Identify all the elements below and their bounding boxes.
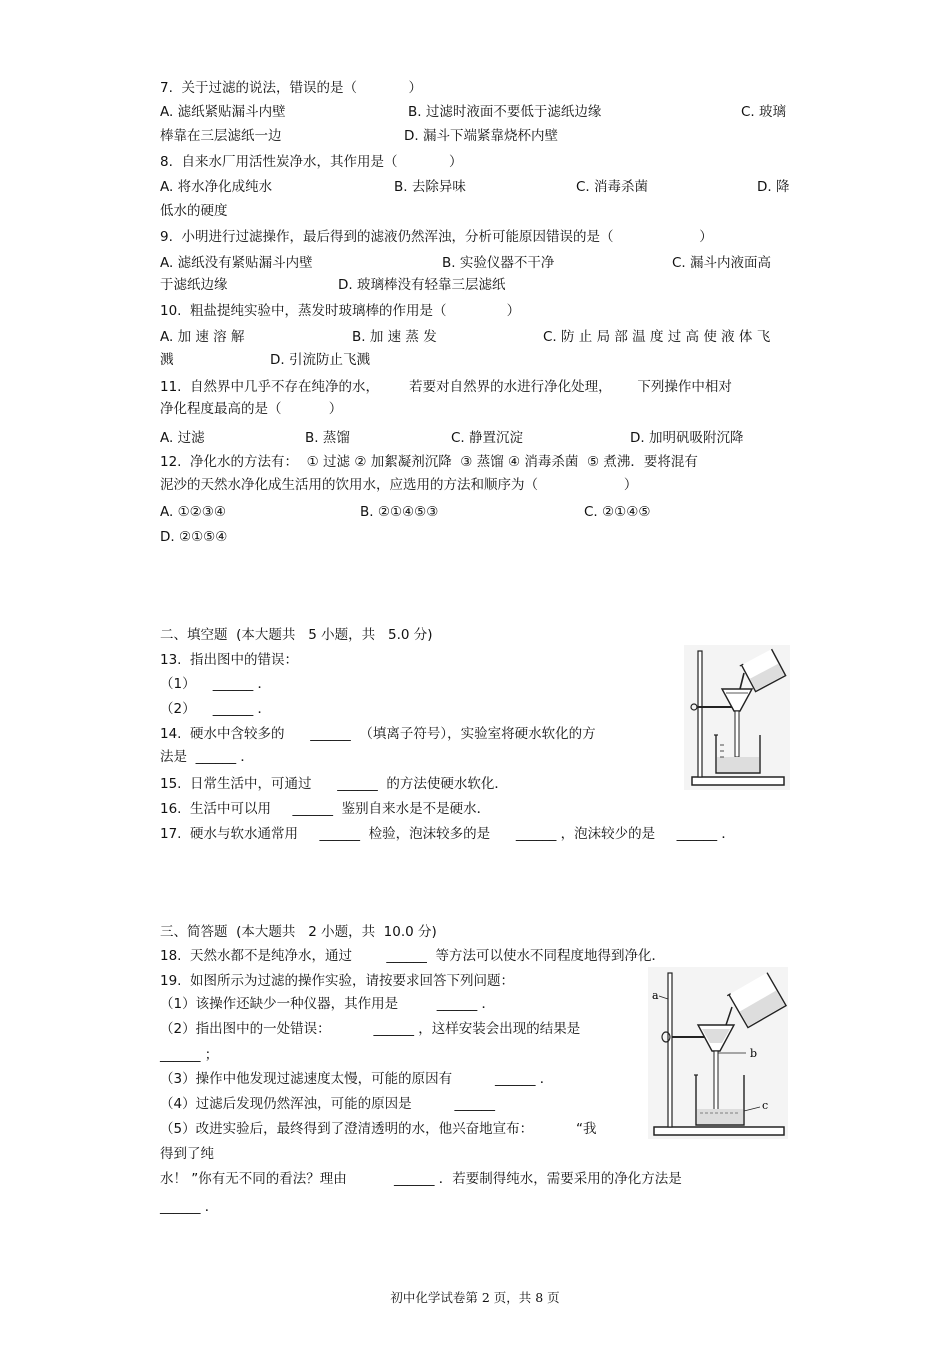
q8-option-a: A. 将水净化成纯水 — [160, 179, 273, 195]
q12-stem-cont: 泥沙的天然水净化成生活用的饮用水，应选用的方法和顺序为（ ） — [160, 477, 638, 493]
q8-option-b: B. 去除异味 — [394, 179, 466, 195]
q19-part-5-cont2: 水！ ”你有无不同的看法？理由 ______ ．若要制得纯水，需要采用的净化方法是 — [160, 1171, 682, 1187]
q12-option-c: C. ②①④⑤ — [584, 504, 651, 520]
q19-part-1: （1）该操作还缺少一种仪器，其作用是 ______ ． — [160, 996, 496, 1012]
q11-option-a: A. 过滤 — [160, 430, 205, 446]
q8-stem: 8. 自来水厂用活性炭净水，其作用是（ ） — [160, 154, 463, 170]
q13-blank-2: （2） ______ ． — [160, 701, 272, 717]
q11-option-c: C. 静置沉淀 — [451, 430, 524, 446]
q13-stem: 13. 指出图中的错误： — [160, 652, 299, 668]
label-b: b — [750, 1047, 758, 1060]
q18-stem: 18. 天然水都不是纯净水，通过 ______ 等方法可以使水不同程度地得到净化． — [160, 948, 665, 964]
q9-stem: 9. 小明进行过滤操作，最后得到的滤液仍然浑浊，分析可能原因错误的是（ ） — [160, 229, 713, 245]
q19-part-5-cont3: ______ ． — [160, 1199, 219, 1215]
q19-part-5: （5）改进实验后，最终得到了澄清透明的水，他兴奋地宣布： “我 — [160, 1121, 597, 1137]
q15-stem: 15. 日常生活中，可通过 ______ 的方法使硬水软化． — [160, 776, 508, 792]
q19-part-2-cont: ______ ； — [160, 1047, 219, 1063]
q9-option-c: C. 漏斗内液面高 — [672, 255, 772, 271]
q10-option-c-cont: 溅 — [160, 352, 174, 368]
section-3-title: 三、简答题 (本大题共 2 小题，共 10.0 分) — [160, 924, 437, 940]
q12-option-d: D. ②①⑤④ — [160, 529, 228, 545]
page-footer: 初中化学试卷第 2 页，共 8 页 — [390, 1290, 560, 1305]
label-c: c — [762, 1099, 769, 1112]
q10-option-c: C. 防 止 局 部 温 度 过 高 使 液 体 飞 — [543, 329, 771, 345]
q12-option-a: A. ①②③④ — [160, 504, 226, 520]
q12-option-b: B. ②①④⑤③ — [360, 504, 439, 520]
q19-part-4: （4）过滤后发现仍然浑浊，可能的原因是 ______ — [160, 1096, 496, 1112]
q9-option-b: B. 实验仪器不干净 — [442, 255, 555, 271]
q10-option-b: B. 加 速 蒸 发 — [352, 329, 437, 345]
q10-option-a: A. 加 速 溶 解 — [160, 329, 245, 345]
label-a: a — [652, 989, 659, 1002]
q11-option-b: B. 蒸馏 — [305, 430, 350, 446]
q10-option-d: D. 引流防止飞溅 — [270, 352, 370, 368]
q11-option-d: D. 加明矾吸附沉降 — [630, 430, 744, 446]
q9-option-d: D. 玻璃棒没有轻靠三层滤纸 — [338, 277, 506, 293]
q19-part-5-cont: 得到了纯 — [160, 1146, 214, 1162]
q17-stem: 17. 硬水与软水通常用 ______ 检验，泡沫较多的是 ______ ，泡沫较少的是 ______ ． — [160, 826, 735, 842]
q10-stem: 10. 粗盐提纯实验中，蒸发时玻璃棒的作用是（ ） — [160, 303, 521, 319]
q9-option-c-cont: 于滤纸边缘 — [160, 277, 228, 293]
q7-option-a: A. 滤纸紧贴漏斗内壁 — [160, 104, 286, 120]
q7-option-c: C. 玻璃 — [741, 104, 787, 120]
filtration-apparatus-figure-q19 — [648, 967, 788, 1139]
q11-stem: 11. 自然界中几乎不存在纯净的水， 若要对自然界的水进行净化处理， 下列操作中相对 — [160, 379, 732, 395]
filtration-apparatus-figure-q13 — [684, 645, 790, 790]
section-2-title: 二、填空题 (本大题共 5 小题，共 5.0 分) — [160, 627, 433, 643]
q7-stem: 7. 关于过滤的说法，错误的是（ ） — [160, 80, 422, 96]
q12-stem: 12. 净化水的方法有： ① 过滤 ② 加絮凝剂沉降 ③ 蒸馏 ④ 消毒杀菌 ⑤ 煮沸．要将混有 — [160, 454, 698, 470]
q16-stem: 16. 生活中可以用 ______ 鉴别自来水是不是硬水． — [160, 801, 491, 817]
q14-stem: 14. 硬水中含较多的 ______ （填离子符号），实验室将硬水软化的方 — [160, 726, 596, 742]
q8-option-d: D. 降 — [757, 179, 790, 195]
q14-stem-cont: 法是 ______ ． — [160, 749, 254, 765]
q7-option-c-cont: 棒靠在三层滤纸一边 — [160, 128, 282, 144]
q8-option-c: C. 消毒杀菌 — [576, 179, 649, 195]
q19-stem: 19. 如图所示为过滤的操作实验，请按要求回答下列问题： — [160, 973, 515, 989]
q7-option-b: B. 过滤时液面不要低于滤纸边缘 — [408, 104, 602, 120]
q19-part-3: （3）操作中他发现过滤速度太慢，可能的原因有 ______ ． — [160, 1071, 554, 1087]
q7-option-d: D. 漏斗下端紧靠烧杯内壁 — [404, 128, 558, 144]
q9-option-a: A. 滤纸没有紧贴漏斗内壁 — [160, 255, 313, 271]
q8-option-d-cont: 低水的硬度 — [160, 203, 228, 219]
q19-part-2: （2）指出图中的一处错误： ______ ，这样安装会出现的结果是 — [160, 1021, 581, 1037]
q11-stem-cont: 净化程度最高的是（ ） — [160, 401, 343, 417]
q13-blank-1: （1） ______ ． — [160, 676, 272, 692]
